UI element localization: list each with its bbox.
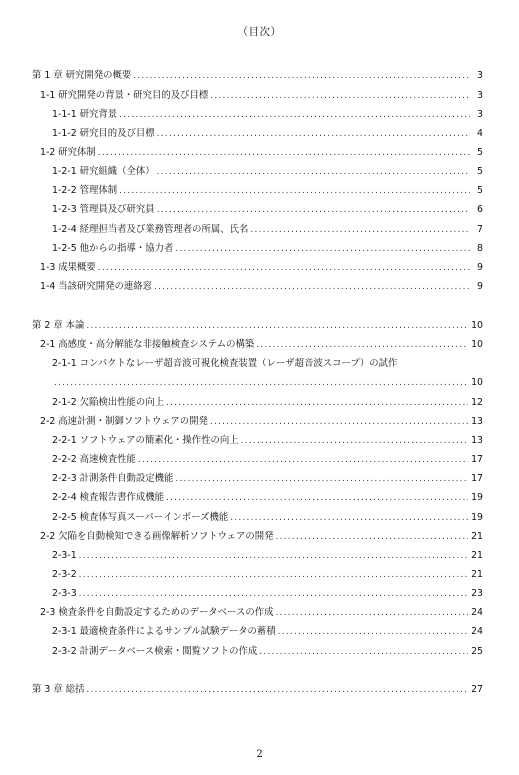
toc-entry-page: 13 — [471, 435, 483, 446]
toc-entry-2-1[interactable] — [40, 338, 483, 352]
toc-entry-chapter-1[interactable] — [32, 69, 483, 83]
toc-entry-1-2-3[interactable] — [52, 203, 483, 217]
toc-entry-label: 2-1 高感度・高分解能な非接触検査システムの構築 — [40, 339, 255, 350]
toc-entry-page: 27 — [471, 684, 483, 695]
toc-entry-chapter-3[interactable] — [32, 683, 483, 697]
toc-dot-leader — [119, 108, 470, 122]
toc-entry-2-3-3[interactable] — [52, 587, 483, 601]
toc-entry-2-3-2-first[interactable] — [52, 568, 483, 582]
toc-dot-leader — [138, 453, 468, 467]
toc-entry-page: 21 — [471, 550, 483, 561]
toc-entry-page: 4 — [477, 128, 483, 139]
toc-entry-1-2-1[interactable] — [52, 165, 483, 179]
toc-entry-page: 23 — [471, 588, 483, 599]
toc-dot-leader — [86, 319, 468, 333]
toc-entry-label: 2-3-1 最適検査条件によるサンプル試験データの蓄積 — [52, 626, 276, 637]
toc-dot-leader — [210, 415, 468, 429]
toc-entry-1-2-4[interactable] — [52, 223, 483, 237]
toc-entry-page: 7 — [477, 224, 483, 235]
toc-dot-leader — [166, 491, 468, 505]
toc-dot-leader — [166, 396, 468, 410]
toc-dot-leader — [86, 683, 468, 697]
toc-entry-label: 2-2-4 検査報告書作成機能 — [52, 492, 165, 503]
toc-dot-leader — [98, 261, 470, 275]
toc-entry-page: 9 — [477, 281, 483, 292]
toc-entry-page: 12 — [471, 397, 483, 408]
toc-dot-leader — [276, 530, 469, 544]
toc-dot-leader — [210, 89, 470, 103]
toc-entry-label: 第 3 章 総括 — [32, 684, 85, 695]
toc-entry-1-1-2[interactable] — [52, 127, 483, 141]
toc-entry-2-3-2[interactable] — [52, 645, 483, 659]
toc-dot-leader — [157, 203, 470, 217]
toc-entry-page: 17 — [471, 473, 483, 484]
toc-entry-2-2-5[interactable] — [52, 511, 483, 525]
toc-dot-leader — [154, 280, 470, 294]
toc-entry-label: 2-2-5 検査体写真スーパーインポーズ機能 — [52, 512, 229, 523]
toc-entry-2-1-2[interactable] — [52, 396, 483, 410]
toc-entry-1-2-5[interactable] — [52, 242, 483, 256]
toc-entry-page: 5 — [477, 147, 483, 158]
toc-entry-1-2-2[interactable] — [52, 184, 483, 198]
toc-entry-label: 2-3-3 — [52, 588, 77, 599]
toc-dot-leader — [133, 69, 470, 83]
toc-entry-label: 2-2-1 ソフトウェアの簡素化・操作性の向上 — [52, 435, 239, 446]
toc-entry-label: 2-2 欠陥を自動検知できる画像解析ソフトウェアの開発 — [40, 531, 274, 542]
toc-entry-2-2-3[interactable] — [52, 472, 483, 486]
toc-dot-leader — [278, 625, 468, 639]
toc-entry-page: 25 — [471, 646, 483, 657]
toc-dot-leader — [256, 338, 468, 352]
toc-entry-label: 1-1-2 研究目的及び目標 — [52, 128, 155, 139]
toc-entry-label: 2-2-3 計測条件自動設定機能 — [52, 473, 174, 484]
toc-dot-leader — [241, 434, 468, 448]
toc-entry-2-1-1-continued[interactable] — [52, 376, 483, 390]
toc-entry-page: 8 — [477, 243, 483, 254]
toc-entry-label: 2-3-2 — [52, 569, 77, 580]
toc-entry-label: 2-2 高速計測・制御ソフトウェアの開発 — [40, 416, 208, 427]
toc-entry-label: 2-2-2 高速検査性能 — [52, 454, 136, 465]
toc-entry-2-2-image-analysis[interactable] — [40, 530, 483, 544]
toc-entry-1-2[interactable] — [40, 146, 483, 160]
toc-entry-page: 10 — [471, 339, 483, 350]
toc-dot-leader — [259, 645, 468, 659]
toc-entry-page: 24 — [471, 626, 483, 637]
toc-entry-1-3[interactable] — [40, 261, 483, 275]
toc-entry-1-4[interactable] — [40, 280, 483, 294]
toc-entry-label: 2-1-1 コンパクトなレーザ超音波可視化検査装置（レーザ超音波スコープ）の試作 — [52, 358, 398, 369]
toc-entry-label: 1-2-3 管理員及び研究員 — [52, 204, 155, 215]
toc-entry-label: 1-2-4 経理担当者及び業務管理者の所属、氏名 — [52, 224, 249, 235]
toc-entry-label: 2-3-1 — [52, 550, 77, 561]
toc-entry-page: 6 — [477, 204, 483, 215]
toc-entry-1-1[interactable] — [40, 89, 483, 103]
toc-entry-page: 21 — [471, 531, 483, 542]
toc-entry-2-2[interactable] — [40, 415, 483, 429]
toc-entry-page: 9 — [477, 262, 483, 273]
toc-dot-leader — [79, 549, 468, 563]
toc-dot-leader — [98, 146, 470, 160]
toc-dot-leader — [250, 223, 470, 237]
toc-dot-leader — [175, 242, 470, 256]
toc-entry-page: 19 — [471, 492, 483, 503]
toc-entry-label: 1-2-1 研究組織（全体） — [52, 166, 155, 177]
toc-entry-2-2-4[interactable] — [52, 491, 483, 505]
toc-dot-leader — [275, 606, 468, 620]
toc-entry-label: 2-1-2 欠陥検出性能の向上 — [52, 397, 165, 408]
toc-entry-label: 1-1 研究開発の背景・研究目的及び目標 — [40, 90, 209, 101]
toc-entry-page: 3 — [477, 90, 483, 101]
toc-entry-page: 10 — [471, 377, 483, 388]
toc-dot-leader — [175, 472, 468, 486]
toc-entry-label: 1-2 研究体制 — [40, 147, 96, 158]
toc-entry-label: 1-2-2 管理体制 — [52, 185, 118, 196]
toc-entry-2-2-2[interactable] — [52, 453, 483, 467]
toc-entry-2-2-1[interactable] — [52, 434, 483, 448]
toc-entry-page: 5 — [477, 185, 483, 196]
toc-dot-leader — [54, 376, 468, 390]
toc-entry-label: 1-3 成果概要 — [40, 262, 96, 273]
toc-entry-page: 21 — [471, 569, 483, 580]
toc-entry-2-1-1[interactable] — [52, 357, 495, 371]
toc-entry-chapter-2[interactable] — [32, 319, 483, 333]
toc-title: （目次） — [237, 26, 282, 38]
toc-entry-label: 1-4 当該研究開発の連絡窓 — [40, 281, 153, 292]
toc-dot-leader — [157, 127, 470, 141]
toc-dot-leader — [79, 587, 468, 601]
toc-entry-page: 3 — [477, 109, 483, 120]
toc-dot-leader — [157, 165, 470, 179]
toc-entry-1-1-1[interactable] — [52, 108, 483, 122]
toc-entry-2-3-1-first[interactable] — [52, 549, 483, 563]
toc-entry-2-3[interactable] — [40, 606, 483, 620]
toc-entry-label: 2-3-2 計測データベース検索・閲覧ソフトの作成 — [52, 646, 258, 657]
toc-dot-leader — [79, 568, 468, 582]
toc-dot-leader — [119, 184, 470, 198]
toc-entry-label: 1-2-5 他からの指導・協力者 — [52, 243, 174, 254]
toc-entry-label: 第 2 章 本論 — [32, 320, 85, 331]
toc-dot-leader — [230, 511, 468, 525]
toc-entry-label: 2-3 検査条件を自動設定するためのデータベースの作成 — [40, 607, 274, 618]
toc-entry-label: 1-1-1 研究背景 — [52, 109, 118, 120]
toc-entry-page: 5 — [477, 166, 483, 177]
page-number: 2 — [256, 749, 263, 760]
toc-entry-page: 24 — [471, 607, 483, 618]
toc-entry-page: 10 — [471, 320, 483, 331]
toc-entry-page: 17 — [471, 454, 483, 465]
toc-entry-2-3-1[interactable] — [52, 625, 483, 639]
toc-entry-page: 13 — [471, 416, 483, 427]
toc-entry-page: 3 — [477, 70, 483, 81]
toc-entry-label: 第 1 章 研究開発の概要 — [32, 70, 132, 81]
toc-entry-page: 19 — [471, 512, 483, 523]
